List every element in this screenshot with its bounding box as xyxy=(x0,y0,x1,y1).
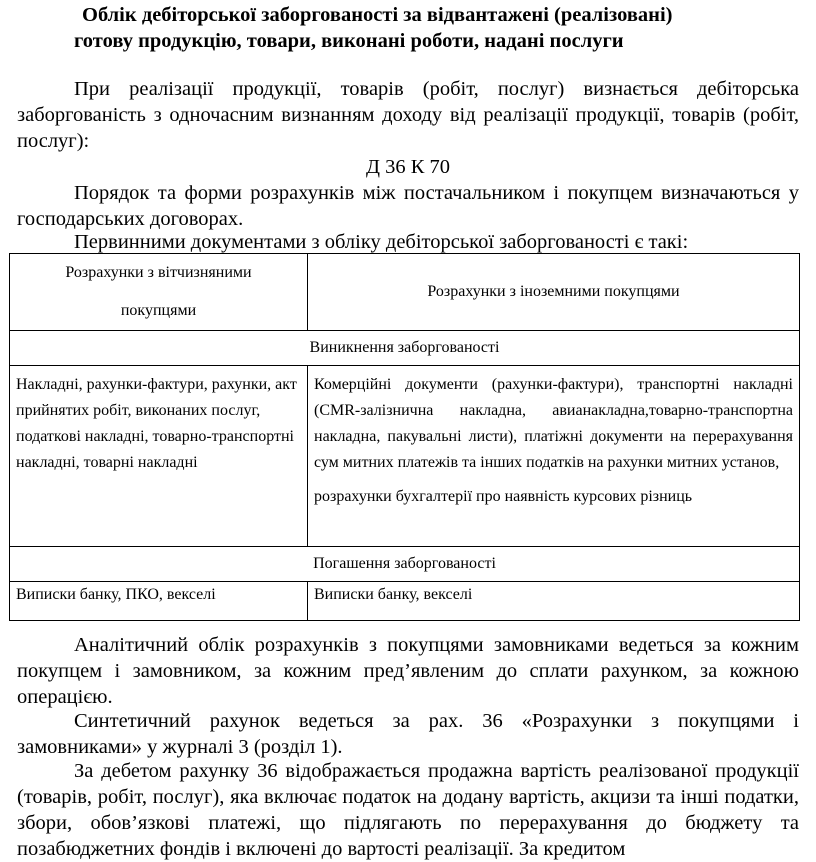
section-origin: Виникнення заборгованості xyxy=(10,331,800,366)
header-foreign: Розрахунки з іноземними покупцями xyxy=(308,254,800,331)
origin-foreign-extra: розрахунки бухгалтерії про наявність курсових різниць xyxy=(314,488,693,505)
repay-foreign-docs: Виписки банку, векселі xyxy=(308,582,800,621)
section-repay: Погашення заборгованості xyxy=(10,547,800,582)
section-row-origin xyxy=(10,331,800,366)
title-line-2: готову продукцію, товари, виконані роботи, надані послуги xyxy=(74,30,624,52)
documents-table xyxy=(9,253,800,621)
analytic-paragraph: Аналітичний облік розрахунків з покупцями замовниками ведеться за кожним покупцем і замовником, за кожним пред’явленим до сплати рахунком, за кожною операцією. xyxy=(17,634,799,708)
title-line-1: Облік дебіторської заборгованості за відвантажені (реалізовані) xyxy=(82,4,673,26)
intro-paragraph: При реалізації продукції, товарів (робіт, послуг) визнається дебіторська заборгованість з одночасним визнанням доходу від реалізації продукції, товарів (робіт, послуг): xyxy=(17,78,799,152)
documents-intro: Первинними документами з обліку дебіторської заборгованості є такі: xyxy=(74,231,689,253)
origin-domestic-docs: Накладні, рахунки-фактури, рахунки, акт прийнятих робіт, виконаних послуг, податкові накладні, товарно-транспортні накладні, товарні накладні xyxy=(10,366,308,547)
header-domestic xyxy=(10,254,308,331)
header-domestic-line-1: Розрахунки з вітчизняними xyxy=(65,264,252,281)
debit-paragraph: За дебетом рахунку 36 відображається продажна вартість реалізованої продукції (товарів, робіт, послуг), яка включає податок на додану вартість, акцизи та інші податки, збори, обов’язкові платежі, що підлягають по перерахування до бюджету та позабюджетних фондів і включені до вартості реалізації. За кредитом xyxy=(17,760,799,860)
page-title xyxy=(74,2,754,54)
table-header-row xyxy=(10,254,800,331)
origin-foreign-main: Комерційні документи (рахунки-фактури), транспортні накладні (CMR-залізнична накладна, авианакладна,товарно-транспортна накладна, пакувальні листи), платіжні документи на перерахування сум митних платежів та інших податків на рахунки митних установ, xyxy=(314,376,793,471)
table-row xyxy=(10,582,800,621)
header-domestic-line-2: покупцями xyxy=(120,302,197,319)
accounting-entry: Д 36 К 70 xyxy=(365,156,451,178)
repay-domestic-docs: Виписки банку, ПКО, векселі xyxy=(10,582,308,621)
contracts-paragraph: Порядок та форми розрахунків між постачальником і покупцем визначаються у господарських договорах. xyxy=(17,182,799,230)
section-row-repay xyxy=(10,547,800,582)
table-row xyxy=(10,366,800,547)
synthetic-paragraph: Синтетичний рахунок ведеться за рах. 36 «Розрахунки з покупцями і замовниками» у журналі 3 (розділ 1). xyxy=(17,710,799,758)
origin-foreign-docs xyxy=(308,366,800,547)
